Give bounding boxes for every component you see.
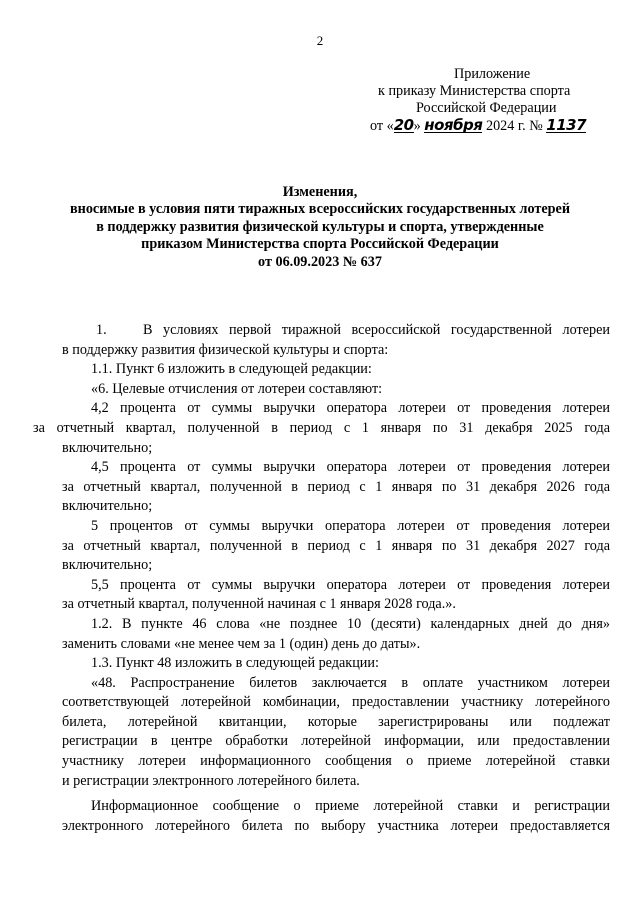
paragraph-line: включительно; xyxy=(62,557,153,574)
paragraph-line: «48. Распространение билетов заключается в оплате участником лотереи xyxy=(91,674,610,691)
paragraph-5-percent xyxy=(62,517,610,576)
paragraph-line: за отчетный квартал, полученной начиная с 1 января 2028 года.». xyxy=(62,596,456,613)
appendix-date-line xyxy=(370,118,600,135)
paragraph-info-message xyxy=(62,797,610,836)
document-heading xyxy=(40,184,600,271)
paragraph-line xyxy=(62,321,610,341)
heading-line: приказом Министерства спорта Российской Федерации xyxy=(141,236,499,253)
heading-line: Изменения, xyxy=(282,184,358,200)
paragraph-line: регистрации в центре обработки лотерейной информации, или предоставлении xyxy=(62,733,610,750)
paragraph-line: 4,5 процента от суммы выручки оператора лотереи от проведения лотереи xyxy=(91,459,610,476)
handwritten-month: ноября xyxy=(424,116,483,134)
paragraph-1-1: 1.1. Пункт 6 изложить в следующей редакции: xyxy=(91,361,372,378)
date-mid: » xyxy=(413,118,421,134)
appendix-order-ref: к приказу Министерства спорта xyxy=(378,83,571,99)
heading-line: от 06.09.2023 № 637 xyxy=(258,253,382,270)
item-number: 1. xyxy=(96,322,107,338)
paragraph-4-5-percent xyxy=(62,458,610,517)
paragraph-line: включительно; xyxy=(62,498,153,515)
paragraph-1-3: 1.3. Пункт 48 изложить в следующей редакции: xyxy=(91,655,379,672)
paragraph-line: в поддержку развития физической культуры и спорта: xyxy=(62,341,389,358)
date-prefix: от « xyxy=(370,118,394,134)
paragraph-1-cont xyxy=(62,341,610,361)
paragraph-1-2 xyxy=(62,615,610,654)
heading-line: вносимые в условия пяти тиражных всероссийских государственных лотерей xyxy=(69,201,570,218)
paragraph-line: 4,2 процента от суммы выручки оператора лотереи от проведения лотереи xyxy=(91,400,610,417)
year-text: 2024 г. № xyxy=(485,118,543,134)
paragraph-line: Информационное сообщение о приеме лотерейной ставки и регистрации xyxy=(91,798,610,815)
paragraph-6-intro: «6. Целевые отчисления от лотереи составляют: xyxy=(91,380,383,397)
paragraph-line: за отчетный квартал, полученной в период с 1 января по 31 декабря 2026 года xyxy=(62,478,610,495)
paragraph-line: за отчетный квартал, полученной в период с 1 января по 31 декабря 2025 года xyxy=(33,419,610,436)
handwritten-day: 20 xyxy=(393,116,414,134)
paragraph-line: 5,5 процента от суммы выручки оператора лотереи от проведения лотереи xyxy=(91,576,610,593)
paragraph-5-5-percent xyxy=(62,576,610,615)
appendix-title: Приложение xyxy=(454,66,531,82)
document-body xyxy=(33,321,610,836)
paragraph-line: включительно; xyxy=(62,439,153,456)
paragraph-line: 1.2. В пункте 46 слова «не позднее 10 (десяти) календарных дней до дня» xyxy=(91,615,610,632)
item-text: В условиях первой тиражной всероссийской государственной лотереи xyxy=(143,322,610,338)
paragraph-4-2-percent xyxy=(33,399,610,458)
paragraph-48 xyxy=(62,674,610,792)
paragraph-line: 5 процентов от суммы выручки оператора лотереи от проведения лотереи xyxy=(91,517,610,534)
paragraph-line: электронного лотерейного билета по выбору участника лотереи предоставляется xyxy=(62,817,610,834)
appendix-ministry: Российской Федерации xyxy=(416,100,557,116)
paragraph-line: заменить словами «не менее чем за 1 (один) день до даты». xyxy=(62,635,421,652)
heading-line: в поддержку развития физической культуры и спорта, утвержденные xyxy=(96,218,544,235)
paragraph-1 xyxy=(62,321,610,341)
paragraph-line: соответствующей лотерейной комбинации, предоставлении участнику лотерейного xyxy=(62,694,610,711)
page-number: 2 xyxy=(316,33,324,48)
paragraph-line: участнику лотереи информационного сообщения о приеме лотерейной ставки xyxy=(62,753,610,770)
handwritten-order-number: 1137 xyxy=(546,116,587,134)
paragraph-line: за отчетный квартал, полученной в период с 1 января по 31 декабря 2027 года xyxy=(62,537,610,554)
paragraph-line: и регистрации электронного лотерейного билета. xyxy=(62,772,360,789)
appendix-block xyxy=(370,66,600,135)
paragraph-line: билета, лотерейной квитанции, которые зарегистрированы или подлежат xyxy=(62,713,610,730)
